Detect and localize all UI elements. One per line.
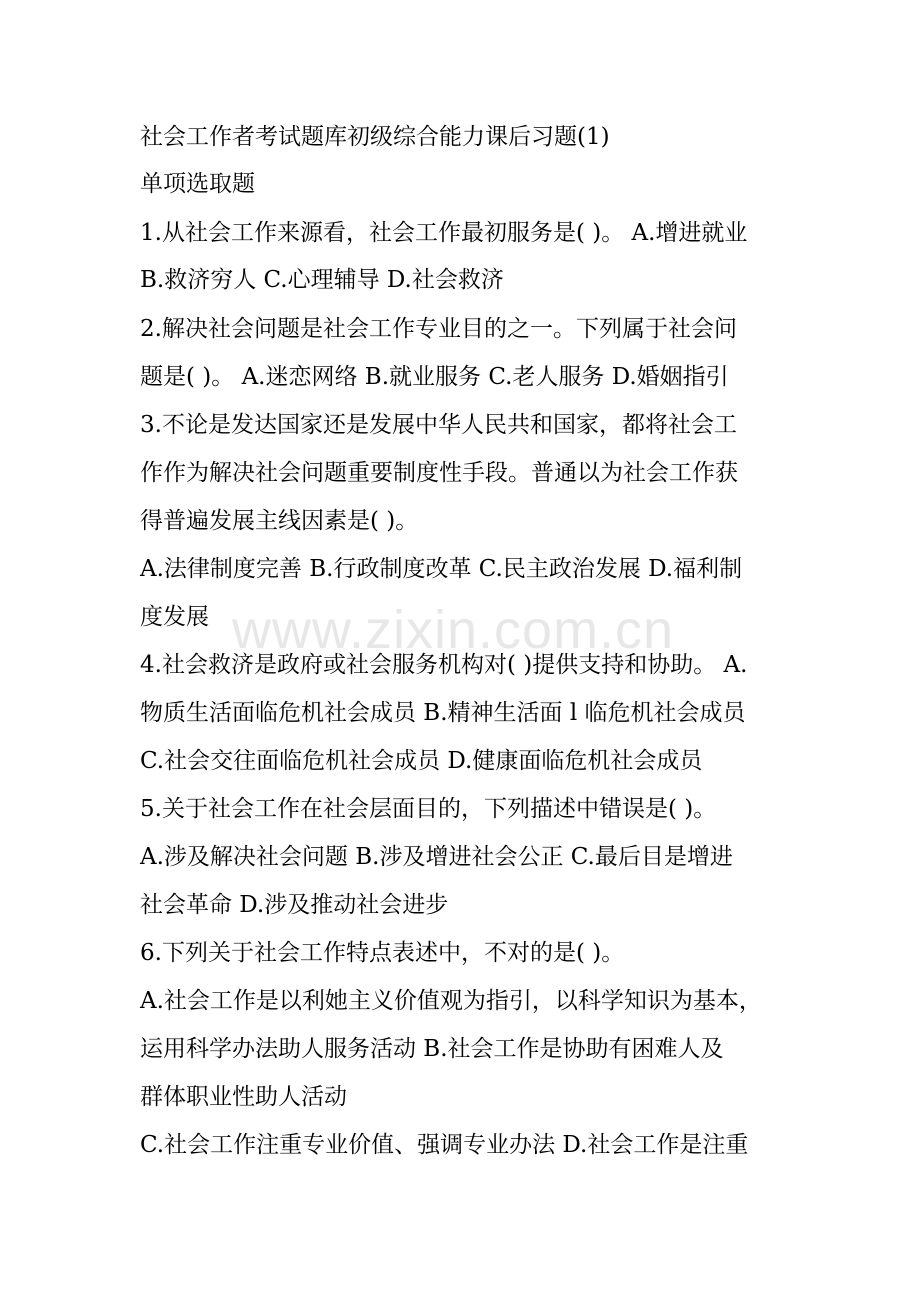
text-line: 得普遍发展主线因素是( )。 (140, 508, 419, 534)
watermark: www.zixin.com.cn (232, 600, 675, 660)
text-line: 作作为解决社会问题重要制度性手段。普通以为社会工作获 (140, 460, 738, 486)
text-line: 运用科学办法助人服务活动 B.社会工作是协助有困难人及 (140, 1036, 724, 1062)
text-line: 社会革命 D.涉及推动社会进步 (140, 892, 449, 918)
text-line: 3.不论是发达国家还是发展中华人民共和国家，都将社会工 (140, 412, 737, 438)
text-line: C.社会交往面临危机社会成员 D.健康面临危机社会成员 (140, 748, 703, 774)
text-line: C.社会工作注重专业价值、强调专业办法 D.社会工作是注重 (140, 1132, 749, 1158)
text-line: 4.社会救济是政府或社会服务机构对( )提供支持和协助。 A. (140, 652, 748, 678)
text-line: 物质生活面临危机社会成员 B.精神生活面 l 临危机社会成员 (140, 700, 746, 726)
section-heading: 单项选取题 (140, 171, 255, 197)
text-line: 度发展 (140, 604, 209, 630)
text-line: A.社会工作是以利她主义价值观为指引，以科学知识为基本， (140, 988, 762, 1014)
text-line: B.救济穷人 C.心理辅导 D.社会救济 (140, 267, 504, 293)
text-line: 1.从社会工作来源看，社会工作最初服务是( )。 A.增进就业 (140, 220, 748, 246)
text-line: 5.关于社会工作在社会层面目的，下列描述中错误是( )。 (140, 796, 717, 822)
document-title: 社会工作者考试题库初级综合能力课后习题(1) (140, 124, 610, 150)
text-line: A.法律制度完善 B.行政制度改革 C.民主政治发展 D.福利制 (140, 556, 743, 582)
text-line: 6.下列关于社会工作特点表述中，不对的是( )。 (140, 940, 625, 966)
text-line: A.涉及解决社会问题 B.涉及增进社会公正 C.最后目是增进 (140, 844, 733, 870)
text-line: 2.解决社会问题是社会工作专业目的之一。下列属于社会问 (140, 316, 737, 342)
text-line: 题是( )。 A.迷恋网络 B.就业服务 C.老人服务 D.婚姻指引 (140, 364, 729, 390)
text-line: 群体职业性助人活动 (140, 1084, 347, 1110)
